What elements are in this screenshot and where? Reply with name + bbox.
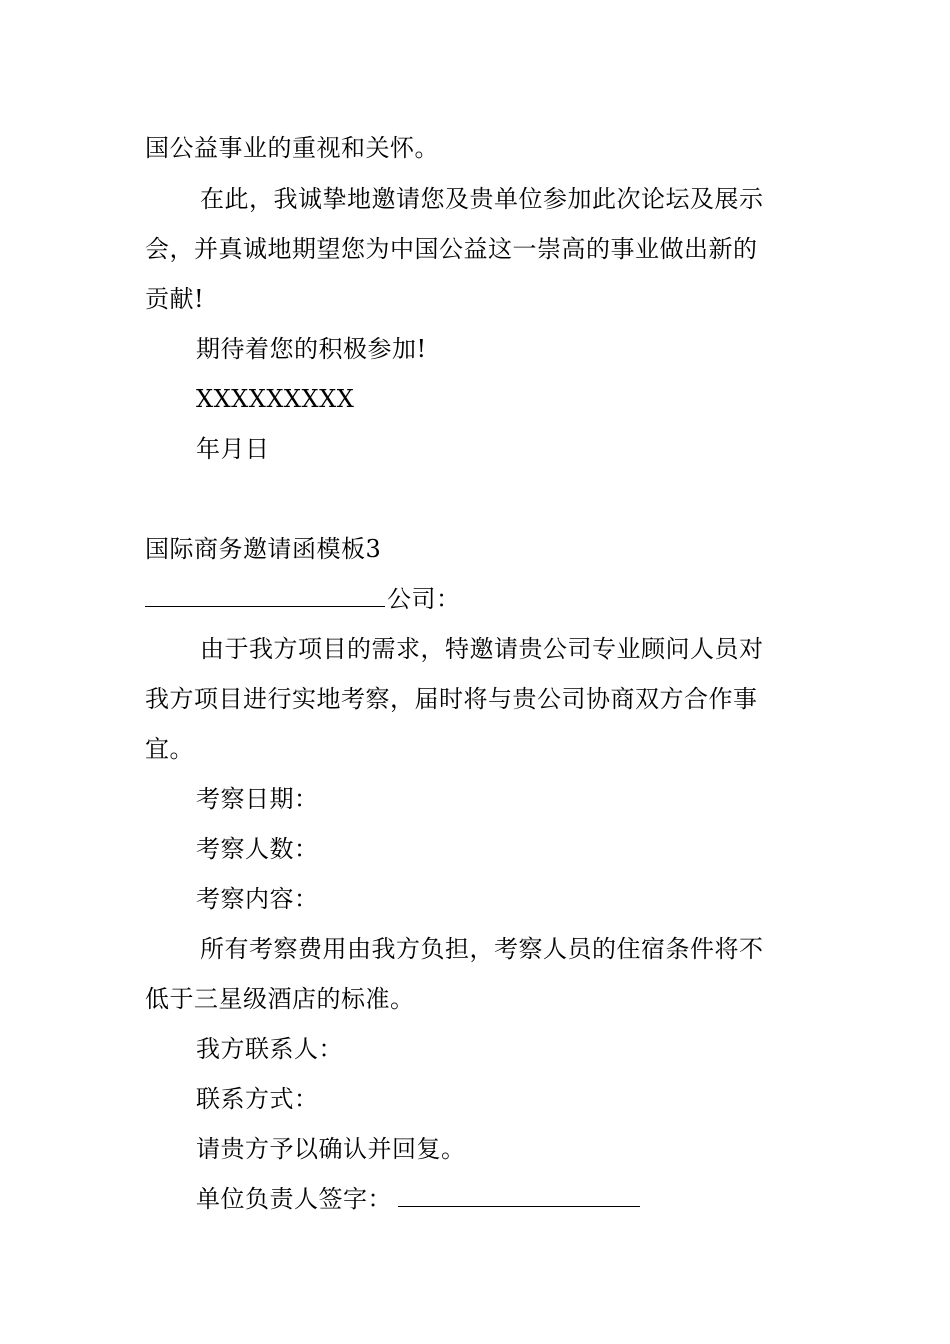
paragraph-expenses-line2: 低于三星级酒店的标准。 <box>145 985 415 1013</box>
signature-label: 单位负责人签字： <box>196 1185 392 1213</box>
field-inspection-date: 考察日期： <box>196 785 319 813</box>
field-inspection-content: 考察内容： <box>196 885 319 913</box>
paragraph-project-line2: 我方项目进行实地考察，届时将与贵公司协商双方合作事 <box>145 685 758 713</box>
closing-line: 期待着您的积极参加! <box>196 335 427 363</box>
recipient-label: 公司： <box>387 585 461 613</box>
paragraph-project-line3: 宜。 <box>145 735 194 763</box>
recipient-line <box>145 584 461 614</box>
paragraph-invitation-line3: 贡献! <box>145 285 205 313</box>
confirm-request-line: 请贵方予以确认并回复。 <box>196 1135 466 1163</box>
signature-line <box>196 1184 640 1214</box>
paragraph-expenses-line1: 所有考察费用由我方负担，考察人员的住宿条件将不 <box>200 935 764 963</box>
field-contact-method: 联系方式： <box>196 1085 319 1113</box>
paragraph-invitation-line2: 会，并真诚地期望您为中国公益这一崇高的事业做出新的 <box>145 235 758 263</box>
paragraph-invitation-line1: 在此，我诚挚地邀请您及贵单位参加此次论坛及展示 <box>200 185 764 213</box>
signature-blank <box>398 1184 640 1207</box>
field-inspection-count: 考察人数： <box>196 835 319 863</box>
date-line: 年月日 <box>196 435 270 463</box>
text-line: 国公益事业的重视和关怀。 <box>145 134 439 162</box>
section-title: 国际商务邀请函模板3 <box>145 535 382 563</box>
paragraph-project-line1: 由于我方项目的需求，特邀请贵公司专业顾问人员对 <box>200 635 764 663</box>
recipient-blank <box>145 584 385 607</box>
field-contact-person: 我方联系人： <box>196 1035 343 1063</box>
sender-placeholder: XXXXXXXXX <box>196 385 355 413</box>
